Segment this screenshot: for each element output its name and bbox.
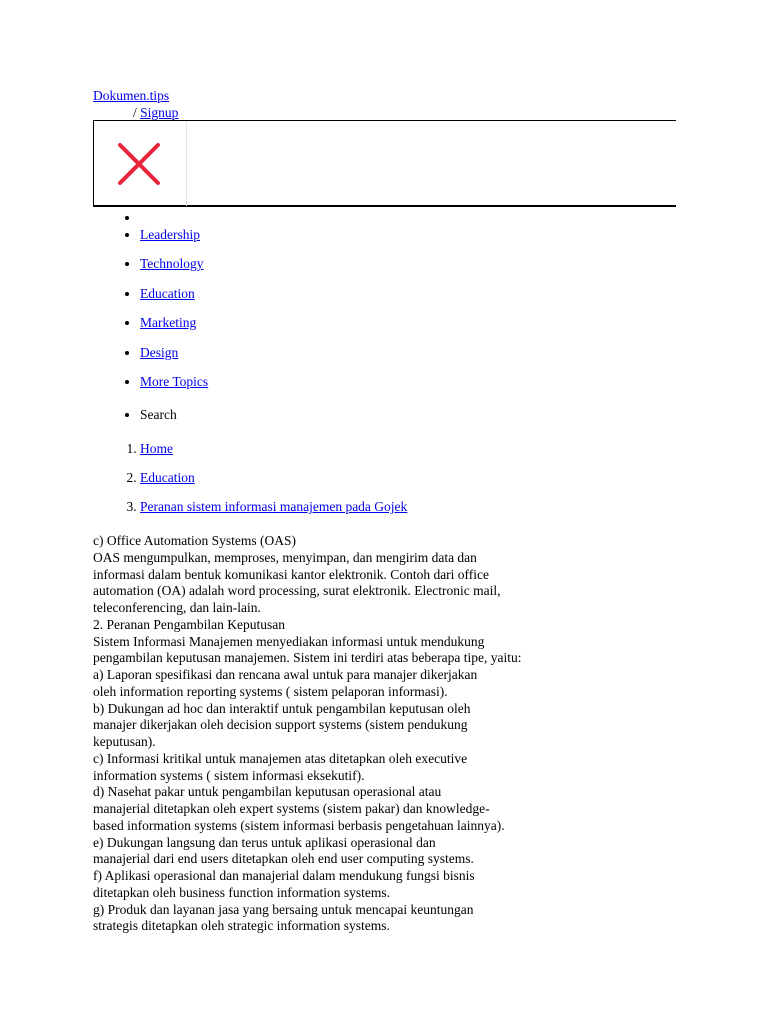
nav-item-leadership [140,225,208,254]
nav-item-design [140,343,208,372]
close-x-icon [115,141,163,187]
nav-link-marketing[interactable]: Marketing [140,315,197,331]
nav-link-leadership[interactable]: Leadership [140,227,200,242]
nav-item-technology [140,254,208,283]
breadcrumb-item-education [140,470,407,499]
signup-row [133,105,178,121]
nav-item-search [140,405,208,434]
breadcrumb [140,441,407,529]
search-label[interactable]: Search [140,407,177,423]
breadcrumb-item-document [140,499,407,528]
separator: / [133,105,137,120]
breadcrumb-link-document[interactable]: Peranan sistem informasi manajemen pada Gojek [140,499,408,515]
breadcrumb-link-home[interactable]: Home [140,441,173,456]
nav-link-education[interactable]: Education [140,285,195,301]
signup-link[interactable]: Signup [140,105,179,120]
document-content [93,533,613,935]
breadcrumb-link-education[interactable]: Education [140,470,195,486]
nav-item-more-topics [140,372,208,401]
document-text: c) Office Automation Systems (OAS) OAS mengumpulkan, memproses, menyimpan, dan mengirim data dan informasi dalam bentuk komunikasi kantor elektronik. Contoh dari office automation (OA) adalah word processing, surat elektronik. Electronic mail, teleconferencing, dan lain-lain. 2. Peranan Pengambilan Keputusan Sistem Informasi Manajemen menyediakan informasi untuk mendukung pengambilan keputusan manajemen. Sistem ini terdiri atas beberapa tipe, yaitu: a) Laporan spesifikasi dan rencana awal untuk para manajer dikerjakan oleh information reporting systems ( sistem pelaporan informasi). b) Dukungan ad hoc dan interaktif untuk pengambilan keputusan oleh manajer dikerjakan oleh decision support systems (sistem pendukung keputusan). c) Informasi kritikal untuk manajemen atas ditetapkan oleh executive information systems ( sistem informasi eksekutif). d) Nasehat pakar untuk pengambilan keputusan operasional atau manajerial ditetapkan oleh expert systems (sistem pakar) dan knowledge- based information systems (sistem informasi berbasis pengetahuan lainnya). e) Dukungan langsung dan terus untuk aplikasi operasional dan manajerial dari end users ditetapkan oleh end user computing systems. f) Aplikasi operasional dan manajerial dalam mendukung fungsi bisnis ditetapkan oleh business function information systems. g) Produk dan layanan jasa yang bersaing untuk mencapai keuntungan strategis ditetapkan oleh strategic information systems. [93,533,522,934]
banner-close-button[interactable] [94,121,187,206]
topic-nav [140,208,208,435]
ad-banner [93,120,676,207]
nav-item-education [140,284,208,313]
nav-item-empty [140,208,208,225]
nav-link-technology[interactable]: Technology [140,256,204,272]
site-home-link[interactable]: Dokumen.tips [93,88,170,103]
nav-link-more-topics[interactable]: More Topics [140,373,209,389]
nav-item-marketing [140,313,208,342]
nav-link-design[interactable]: Design [140,344,179,360]
breadcrumb-item-home [140,441,407,470]
